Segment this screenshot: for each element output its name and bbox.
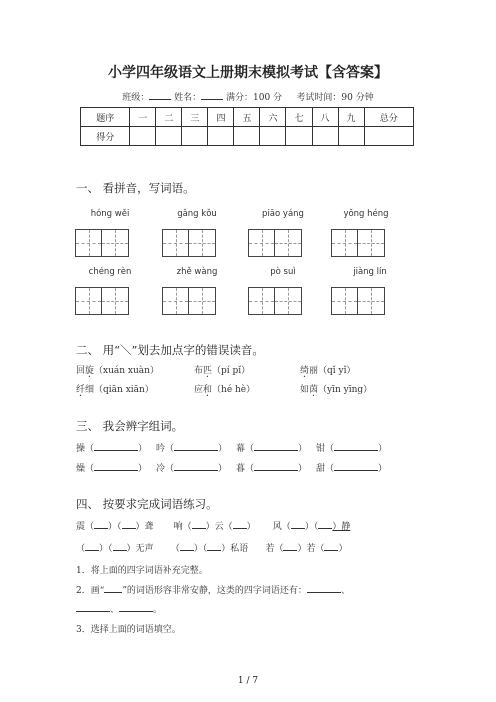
question-text: 2．画“ [76, 586, 105, 596]
page-title: 小学四年级语文上册期末模拟考试【含答案】 [108, 65, 388, 81]
pronunciation-item[interactable] [300, 382, 372, 395]
score-header-row [81, 108, 414, 127]
full-score: 满分：100 分 [226, 93, 283, 103]
answer-blank[interactable] [119, 603, 153, 612]
class-blank[interactable] [149, 91, 171, 100]
answer-blank[interactable] [291, 520, 305, 529]
idiom-text: ） [246, 522, 256, 532]
pinyin-label: gǎng kǒu [177, 209, 217, 219]
char: 如 [300, 385, 310, 395]
score-header: 七 [286, 108, 312, 127]
answer-blank[interactable] [254, 442, 298, 451]
word-item[interactable]: 幕（ ） [236, 444, 308, 454]
pinyin-label: zhě wàng [176, 267, 218, 277]
question-text: 、 [340, 586, 350, 596]
score-header: 一 [130, 108, 156, 127]
answer-blank[interactable] [122, 520, 136, 529]
score-cell[interactable] [234, 127, 260, 146]
score-row-label: 得分 [81, 127, 130, 146]
section-2-heading: 二、 用“＼”划去加点字的错误读音。 [76, 343, 264, 357]
idiom-text: 响（ [173, 522, 192, 532]
score-header: 总分 [364, 108, 413, 127]
writing-grid[interactable] [331, 287, 385, 315]
answer-blank[interactable] [94, 520, 108, 529]
score-header: 八 [312, 108, 338, 127]
pronunciation-options: （qiān xiān） [94, 385, 154, 395]
score-header: 九 [338, 108, 364, 127]
pronunciation-item[interactable] [194, 363, 250, 376]
score-header: 三 [182, 108, 208, 127]
idiom-text: ）无声 [126, 544, 154, 554]
idiom-text: ）静 [332, 522, 351, 532]
answer-blank[interactable] [113, 542, 127, 551]
idiom-text: 若（ [265, 544, 284, 554]
score-header: 二 [156, 108, 182, 127]
answer-blank[interactable] [94, 462, 138, 471]
pronunciation-options: （pí pǐ） [212, 366, 251, 376]
pronunciation-item[interactable] [300, 363, 356, 376]
idiom-text: ）（ [99, 544, 113, 554]
question-2 [76, 583, 350, 596]
answer-blank[interactable] [85, 542, 99, 551]
score-cell[interactable] [286, 127, 312, 146]
char: 钳 [316, 444, 326, 454]
char: 燥 [76, 464, 86, 474]
score-table [80, 107, 414, 146]
section-4-heading: 四、 按要求完成词语练习。 [76, 497, 218, 511]
writing-grid[interactable] [248, 229, 302, 257]
exam-time: 考试时间：90 分钟 [296, 93, 374, 103]
score-header: 四 [208, 108, 234, 127]
dotted-char: 茵 [309, 385, 319, 395]
idiom-text: ）（ [108, 522, 122, 532]
question-text: 。 [153, 605, 163, 615]
pronunciation-options: （qǐ yǐ） [318, 366, 356, 376]
char: 暮 [236, 464, 246, 474]
page-number: 1 / 7 [237, 676, 259, 686]
writing-grid[interactable] [75, 229, 129, 257]
answer-blank[interactable] [324, 542, 338, 551]
idiom-text: 风（ [272, 522, 291, 532]
idiom-text: （ [76, 544, 86, 554]
dotted-char: 纤 [76, 385, 86, 395]
section-3-heading: 三、 我会辨字组词。 [76, 419, 184, 433]
idiom-text: 震（ [76, 522, 95, 532]
score-cell[interactable] [156, 127, 182, 146]
question-text: ”的词语形容非常安静，这类的四字词语还有： [122, 586, 307, 596]
answer-blank[interactable] [318, 520, 332, 529]
writing-grid[interactable] [248, 287, 302, 315]
name-label: 姓名： [174, 93, 202, 103]
pronunciation-options: （hé hè） [212, 385, 256, 395]
writing-grid[interactable] [331, 229, 385, 257]
pinyin-label: yǒng héng [343, 209, 389, 219]
pinyin-label: hóng wěi [90, 209, 130, 219]
answer-blank[interactable] [254, 462, 298, 471]
answer-blank[interactable] [192, 520, 206, 529]
exam-info [0, 90, 496, 103]
char: 甜 [316, 464, 326, 474]
answer-blank[interactable] [180, 542, 194, 551]
word-item[interactable]: 钳（ ） [316, 444, 388, 454]
word-item[interactable]: 燥（ ） [76, 464, 148, 474]
pronunciation-options: （xuán xuàn） [94, 366, 159, 376]
answer-blank[interactable] [334, 442, 378, 451]
idiom-row-1 [76, 519, 350, 532]
writing-grid[interactable] [162, 287, 216, 315]
word-item[interactable]: 暮（ ） [236, 464, 308, 474]
pronunciation-options: （yīn yīng） [318, 385, 373, 395]
question-1: 1．将上面的四字词语补充完整。 [76, 566, 208, 576]
answer-blank[interactable] [233, 520, 247, 529]
score-cell[interactable] [260, 127, 286, 146]
class-label: 班级： [122, 93, 150, 103]
score-header: 五 [234, 108, 260, 127]
score-header: 六 [260, 108, 286, 127]
score-cell[interactable] [130, 127, 156, 146]
score-header: 题序 [81, 108, 130, 127]
writing-grid[interactable] [162, 229, 216, 257]
score-cell[interactable] [312, 127, 338, 146]
pinyin-label: jiàng lín [353, 267, 387, 277]
word-item[interactable]: 吟（ ） [156, 444, 228, 454]
dotted-char: 旋 [85, 366, 95, 376]
name-blank[interactable] [201, 91, 223, 100]
idiom-text: ）聋 [135, 522, 154, 532]
char: 回 [76, 366, 86, 376]
writing-grid[interactable] [75, 287, 129, 315]
score-cell[interactable] [208, 127, 234, 146]
idiom-text: （ [170, 544, 180, 554]
pinyin-label: piāo yáng [262, 209, 304, 219]
idiom-text: ）若（ [297, 544, 325, 554]
char: 吟 [156, 444, 166, 454]
char: 幕 [236, 444, 246, 454]
idiom-text: ）私语 [221, 544, 249, 554]
word-item[interactable]: 冷（ ） [156, 464, 228, 474]
dotted-char: 绮 [300, 366, 310, 376]
question-3: 3．选择上面的词语填空。 [76, 625, 181, 635]
score-cell[interactable] [364, 127, 413, 146]
score-row [81, 127, 414, 146]
idiom-text: ）（ [193, 544, 208, 554]
answer-blank[interactable] [174, 442, 218, 451]
answer-blank[interactable] [307, 584, 341, 593]
section-1-heading: 一、 看拼音，写词语。 [76, 181, 195, 195]
pronunciation-item[interactable] [194, 382, 255, 395]
answer-blank[interactable] [334, 462, 378, 471]
char: 布 [194, 366, 204, 376]
answer-blank[interactable] [207, 542, 221, 551]
answer-blank[interactable] [104, 584, 122, 593]
dotted-char: 和 [203, 385, 213, 395]
idiom-text: ）云（ [205, 522, 233, 532]
dotted-char: 匹 [203, 366, 213, 376]
char: 应 [194, 385, 204, 395]
answer-blank[interactable] [94, 442, 138, 451]
word-item[interactable]: 操（ ） [76, 444, 148, 454]
score-cell[interactable] [338, 127, 364, 146]
pinyin-label: pò suì [270, 267, 296, 277]
pronunciation-item[interactable] [76, 382, 154, 395]
pronunciation-item[interactable] [76, 363, 159, 376]
answer-blank[interactable] [283, 542, 297, 551]
answer-blank[interactable] [76, 603, 110, 612]
score-cell[interactable] [182, 127, 208, 146]
char: 丽 [309, 366, 319, 376]
word-item[interactable]: 甜（ ） [316, 464, 388, 474]
idiom-text: ） [338, 544, 348, 554]
question-text: 、 [110, 605, 120, 615]
question-2-continued [76, 602, 162, 615]
idiom-text: ）（ [304, 522, 319, 532]
char: 冷 [156, 464, 166, 474]
answer-blank[interactable] [174, 462, 218, 471]
pinyin-label: chéng rèn [88, 267, 132, 277]
char: 操 [76, 444, 86, 454]
idiom-row-2 [76, 541, 347, 554]
char: 细 [85, 385, 95, 395]
